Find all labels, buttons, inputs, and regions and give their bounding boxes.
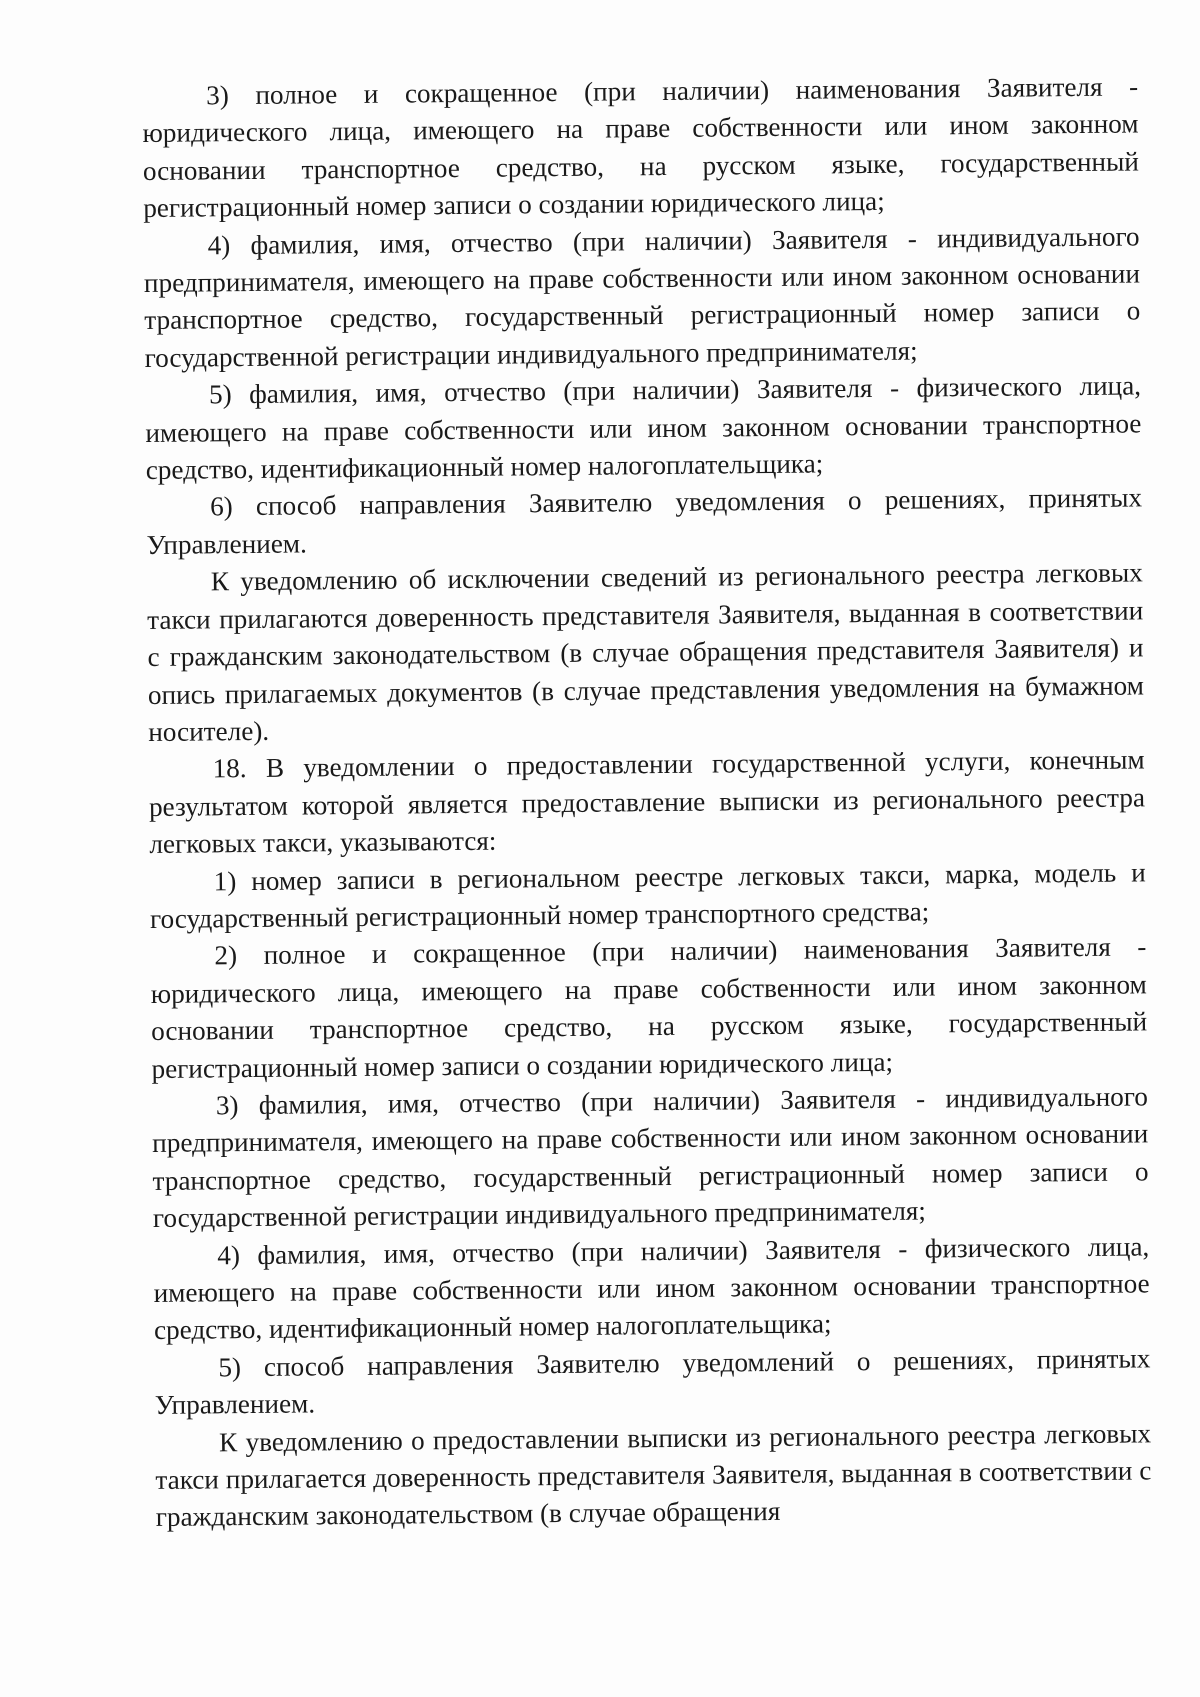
paragraph-item-5-individual-name: 5) фамилия, имя, отчество (при наличии) Заявителя - физического лица, имеющего на праве собственности или ином законном основании транспортное средство, идентификационный номер налогоплательщика; xyxy=(145,370,1142,486)
paragraph-extract-attachments: К уведомлению о предоставлении выписки из регионального реестра легковых такси прилагается доверенность представителя Заявителя, выданная в соответствии с гражданским законодательством (в случае обращения xyxy=(155,1418,1152,1533)
paragraph-exclusion-attachments: К уведомлению об исключении сведений из регионального реестра легковых такси прилагаются доверенность представителя Заявителя, выданная в соответствии с гражданским законодательством (в случае обращения представителя Заявителя) и опись прилагаемых документов (в случае представления уведомления на бумажном носителе). xyxy=(147,557,1145,747)
document-body xyxy=(142,68,1152,1536)
paragraph-item-1-registry-record: 1) номер записи в региональном реестре легковых такси, марка, модель и государственный регистрационный номер транспортного средства; xyxy=(149,856,1146,934)
paragraph-item-4-entrepreneur-name: 4) фамилия, имя, отчество (при наличии) Заявителя - индивидуального предпринимателя, имеющего на праве собственности или ином законном основании транспортное средство, государственный регистрационный номер записи о государственной регистрации индивидуального предпринимателя; xyxy=(143,221,1141,373)
paragraph-item-3-legal-entity-name: 3) полное и сокращенное (при наличии) наименования Заявителя - юридического лица, имеющего на праве собственности или ином законном основании транспортное средство, на русском языке, государственный регистрационный номер записи о создании юридического лица; xyxy=(142,71,1139,224)
paragraph-item-6-notification-method: 6) способ направления Заявителю уведомления о решениях, принятых Управлением. xyxy=(146,482,1143,560)
paragraph-item-3-entrepreneur-name: 3) фамилия, имя, отчество (при наличии) Заявителя - индивидуального предпринимателя, имеющего на праве собственности или ином законном основании транспортное средство, государственный регистрационный номер записи о государственной регистрации индивидуального предпринимателя; xyxy=(152,1081,1149,1234)
paragraph-item-5-notification-method: 5) способ направления Заявителю уведомлений о решениях, принятых Управлением. xyxy=(154,1343,1151,1421)
paragraph-item-2-legal-entity-name: 2) полное и сокращенное (при наличии) наименования Заявителя - юридического лица, имеющего на праве собственности или ином законном основании транспортное средство, на русском языке, государственный регистрационный номер записи о создании юридического лица; xyxy=(150,931,1148,1084)
paragraph-item-4-individual-name: 4) фамилия, имя, отчество (при наличии) Заявителя - физического лица, имеющего на праве собственности или ином законном основании транспортное средство, идентификационный номер налогоплательщика; xyxy=(153,1230,1150,1346)
paragraph-clause-18: 18. В уведомлении о предоставлении государственной услуги, конечным результатом которой является предоставление выписки из регионального реестра легковых такси, указываются: xyxy=(148,744,1146,860)
